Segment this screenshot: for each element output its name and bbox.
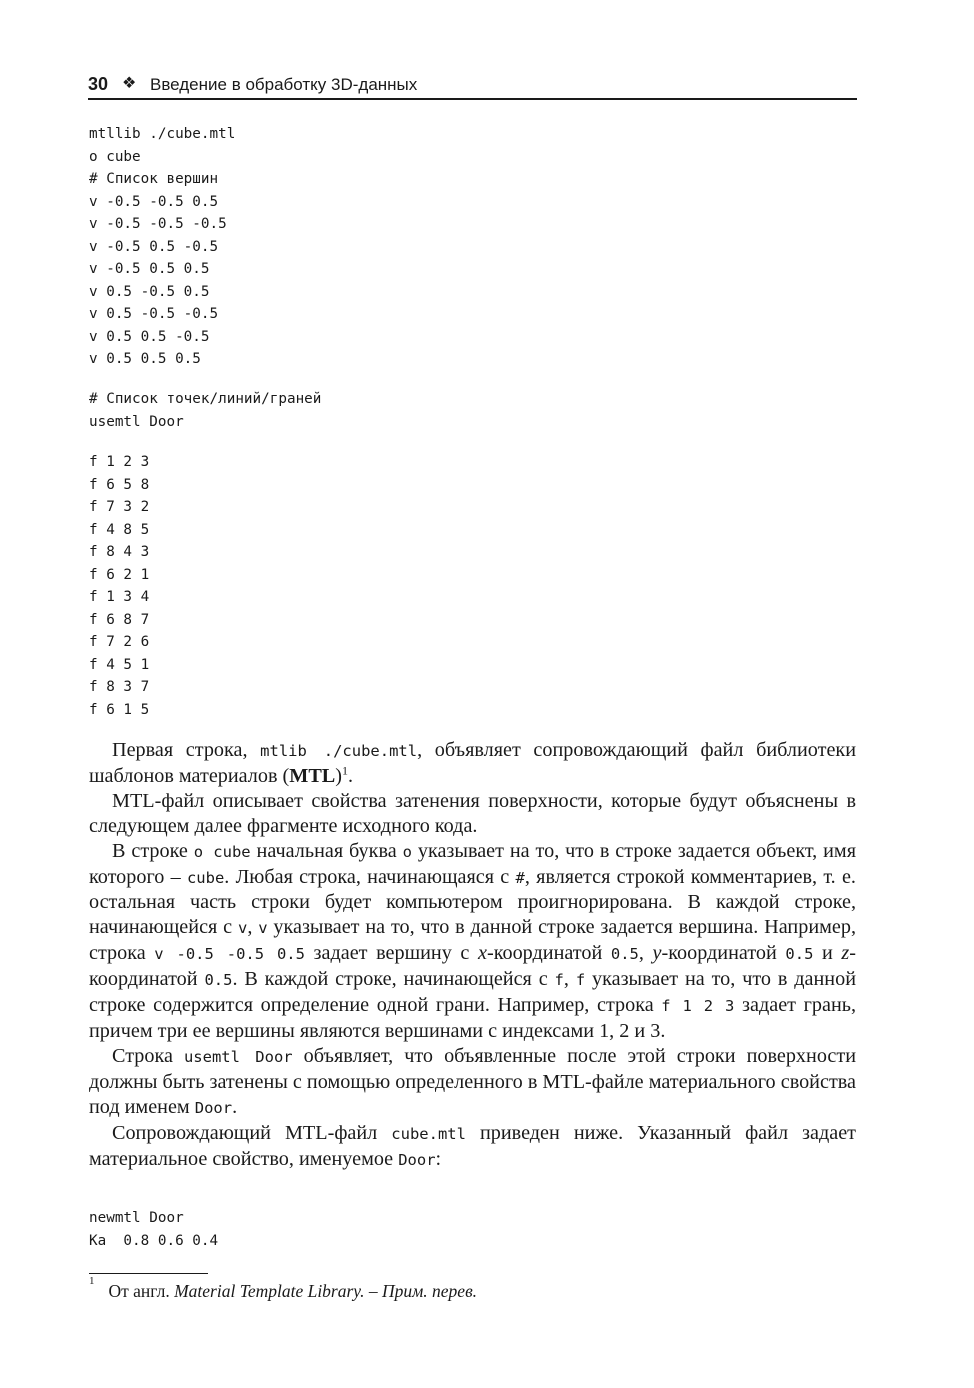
paragraph <box>89 738 856 789</box>
text-run: объявляет, что объявленные после этой строки поверхности должны быть затенены с помощью определенного в MTL-файле материального свойства под именем <box>89 1044 857 1118</box>
code-line: # Список вершин <box>89 171 219 187</box>
text-run: . <box>348 764 354 787</box>
text-run: указывает на то, что в данной строке задается вершина. Например, строка <box>89 916 857 965</box>
code-line: Ka 0.8 0.6 0.4 <box>89 1232 219 1249</box>
code-line: f 8 4 3 <box>89 544 150 560</box>
inline-code: cube <box>186 868 225 887</box>
code-line: f 1 3 4 <box>89 589 150 605</box>
text-run: , <box>563 968 576 991</box>
footnote-italic: Material Template Library. – Прим. перев. <box>174 1281 478 1301</box>
text-run: MTL-файл описывает свойства затенения поверхности, которые будут объяснены в следующем далее фрагменте исходного кода. <box>89 789 856 837</box>
inline-code: o cube <box>193 842 251 861</box>
code-block-usemtl <box>89 388 321 433</box>
code-line: v 0.5 -0.5 0.5 <box>89 283 210 300</box>
inline-code: f <box>575 971 586 990</box>
text-run: , объявляет сопровождающий файл библиотеки шаблонов материалов ( <box>89 739 857 787</box>
code-line: usemtl Door <box>89 413 184 430</box>
paragraph <box>89 789 856 839</box>
inline-code: o <box>402 842 412 861</box>
code-line: f 6 1 5 <box>89 701 150 718</box>
text-run: указывает на то, что в данной строке содержится определение одной грани. Например, строка <box>89 968 856 1017</box>
footnote-ref: 1 <box>342 763 348 778</box>
inline-code: v -0.5 -0.5 0.5 <box>154 945 305 964</box>
code-line: newmtl Door <box>89 1210 184 1226</box>
ornament-icon: ❖ <box>122 75 137 92</box>
text-run: Первая строка, <box>112 739 261 761</box>
inline-code: cube.mtl <box>391 1124 466 1143</box>
code-line: f 4 5 1 <box>89 656 150 673</box>
code-block-vertices <box>89 123 235 371</box>
code-line: f 8 3 7 <box>89 679 150 695</box>
text-run: , является строкой комментариев, т. е. остальная часть строки будет компьютером проигнорирована. В каждой строке, начинающейся с <box>89 865 856 939</box>
text-run: , <box>247 916 259 939</box>
code-line: v -0.5 0.5 -0.5 <box>89 238 219 255</box>
code-line: f 7 2 6 <box>89 634 150 650</box>
inline-code: mtlib ./cube.mtl <box>260 742 418 760</box>
body-text <box>89 738 856 1172</box>
inline-code: f 1 2 3 <box>661 997 735 1016</box>
text-run: , <box>638 942 653 965</box>
inline-code: 0.5 <box>610 945 639 964</box>
text-run: начальная буква <box>250 839 403 862</box>
code-line: f 6 5 8 <box>89 476 150 493</box>
inline-code: v <box>258 919 268 938</box>
text-run: В строке <box>112 839 194 862</box>
code-line: mtllib ./cube.mtl <box>89 126 236 142</box>
paragraph <box>89 1044 856 1121</box>
code-line: v 0.5 -0.5 -0.5 <box>89 306 219 322</box>
italic-variable: x <box>478 942 487 965</box>
code-line: v -0.5 -0.5 -0.5 <box>89 216 227 232</box>
inline-code: 0.5 <box>785 945 814 964</box>
page-number: 30 <box>88 74 109 94</box>
code-block-mtl <box>89 1207 218 1252</box>
code-line: f 1 2 3 <box>89 454 150 470</box>
text-run: задает вершину с <box>304 942 478 965</box>
text-run: Строка <box>112 1044 184 1067</box>
code-line: v 0.5 0.5 0.5 <box>89 351 201 367</box>
code-line: # Список точек/линий/граней <box>89 391 322 407</box>
text-run: -координатой <box>486 942 611 965</box>
code-block-faces <box>89 451 149 721</box>
footnote-rule <box>89 1273 208 1274</box>
inline-code: 0.5 <box>204 971 233 990</box>
code-line: f 6 2 1 <box>89 566 150 583</box>
text-run: : <box>435 1147 442 1170</box>
code-line: v -0.5 -0.5 0.5 <box>89 193 219 210</box>
code-line: f 6 8 7 <box>89 611 150 628</box>
running-header <box>88 70 857 100</box>
text-run: ) <box>335 764 342 787</box>
paragraph <box>89 839 856 1044</box>
code-line: f 4 8 5 <box>89 521 150 538</box>
text-run: указывает на то, что в строке задается объект, имя которого – <box>89 839 856 888</box>
footnote <box>89 1275 478 1302</box>
inline-code: v <box>237 919 248 938</box>
text-run: . <box>232 1095 238 1118</box>
text-run: приведен ниже. Указанный файл задает материальное свойство, именуемое <box>89 1121 856 1170</box>
italic-variable: z <box>841 942 850 965</box>
text-run: и <box>813 942 842 965</box>
footnote-prefix: От англ. <box>108 1281 175 1301</box>
inline-code: f <box>554 971 564 990</box>
footnote-marker: 1 <box>89 1275 95 1288</box>
paragraph <box>89 1121 856 1173</box>
text-run: -координатой <box>89 942 857 991</box>
code-line: v -0.5 0.5 0.5 <box>89 261 210 277</box>
text-run: . В каждой строке, начинающейся с <box>232 968 555 991</box>
inline-code: Door <box>194 1098 233 1117</box>
code-line: f 7 3 2 <box>89 499 150 515</box>
code-line: v 0.5 0.5 -0.5 <box>89 328 210 345</box>
code-line: o cube <box>89 148 141 165</box>
inline-code: # <box>515 868 525 887</box>
text-run: задает грань, причем три ее вершины являются вершинами с индексами 1, 2 и 3. <box>89 994 856 1042</box>
italic-variable: y <box>652 942 662 965</box>
inline-code: Door <box>398 1150 436 1169</box>
text-run: Сопровождающий MTL-файл <box>112 1121 392 1144</box>
running-title: Введение в обработку 3D-данных <box>150 75 418 94</box>
text-run: . Любая строка, начинающаяся с <box>224 865 516 888</box>
bold-text: MTL <box>289 764 336 787</box>
text-run: -координатой <box>661 942 786 965</box>
inline-code: usemtl Door <box>183 1047 293 1066</box>
